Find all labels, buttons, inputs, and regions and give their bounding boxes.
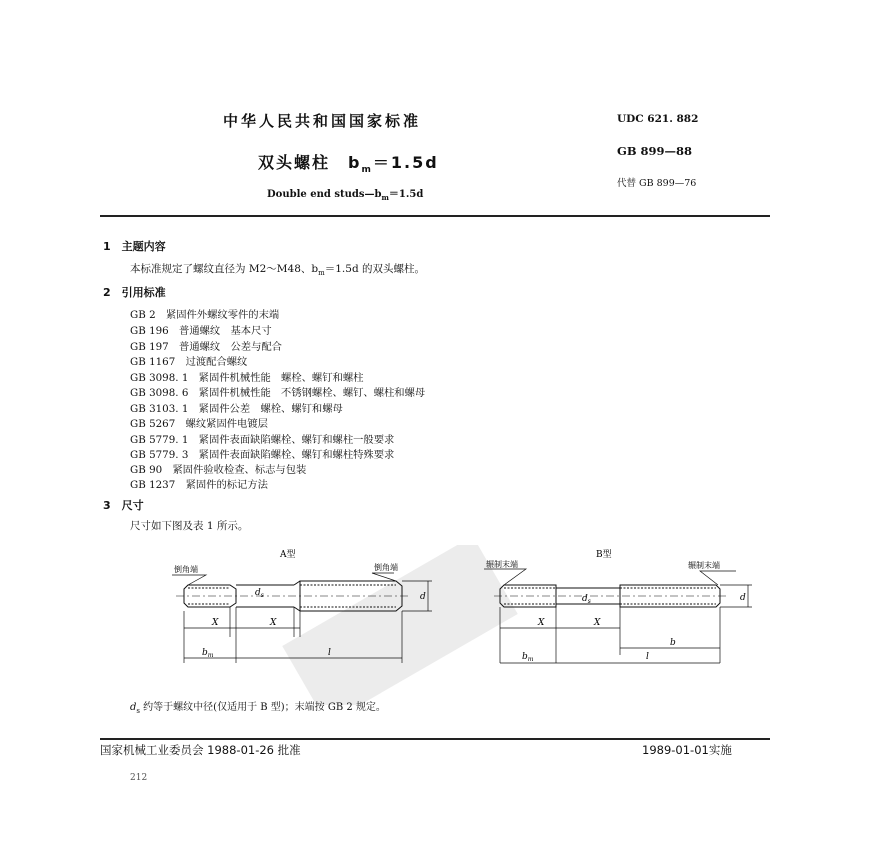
- reference-item: GB 196 普通螺纹 基本尺寸: [130, 325, 272, 337]
- section-1-text-tail: ＝1.5d 的双头螺柱。: [324, 263, 426, 275]
- document-title: [258, 150, 439, 175]
- section-1-heading: [103, 238, 166, 254]
- type-b-rolled-left: 辗制末端: [486, 560, 518, 569]
- reference-item: GB 3098. 6 紧固件机械性能 不锈钢螺栓、螺钉、螺柱和螺母: [130, 387, 426, 399]
- english-title-sub: m: [381, 193, 389, 202]
- type-b-rolled-right: 辗制末端: [688, 561, 720, 570]
- doc-title-sub: m: [361, 165, 373, 176]
- type-a-l: l: [328, 648, 331, 658]
- type-b-label: B型: [596, 550, 612, 560]
- section-1-text-main: 本标准规定了螺纹直径为 M2～M48、b: [130, 263, 319, 275]
- section-1-text-sub: m: [318, 269, 325, 278]
- type-a-ds-main: d: [255, 588, 261, 598]
- reference-item: GB 90 紧固件验收检查、标志与包装: [130, 464, 307, 476]
- type-b-ds: [582, 594, 591, 605]
- reference-item: GB 1167 过渡配合螺纹: [130, 356, 248, 368]
- type-b-bm-main: b: [522, 652, 528, 662]
- standard-title: 中华人民共和国国家标准: [223, 112, 422, 130]
- watermark-stamp: [282, 545, 518, 705]
- type-a-bm: [202, 648, 214, 659]
- type-b-d: d: [740, 593, 746, 603]
- type-a-x2: X: [270, 618, 277, 628]
- type-a-bm-main: b: [202, 648, 208, 658]
- figure-note: [130, 698, 386, 715]
- section-3-text: 尺寸如下图及表 1 所示。: [130, 520, 249, 532]
- type-a-ds-sub: s: [260, 592, 264, 599]
- type-b-ds-main: d: [582, 594, 588, 604]
- replaces-note: 代替 GB 899—76: [617, 178, 697, 189]
- type-b-l: l: [646, 652, 649, 662]
- stud-dimension-figure: [0, 545, 870, 705]
- note-ds: d: [130, 702, 137, 713]
- section-2-number: 2: [103, 286, 111, 299]
- english-title-main: Double end studs—b: [267, 189, 382, 200]
- section-3-title: 尺寸: [121, 499, 144, 512]
- reference-item: GB 5779. 1 紧固件表面缺陷螺栓、螺钉和螺柱一般要求: [130, 434, 395, 446]
- type-b-b: b: [670, 638, 676, 648]
- reference-item: GB 2 紧固件外螺纹零件的末端: [130, 309, 280, 321]
- section-1-number: 1: [103, 240, 111, 253]
- reference-item: GB 197 普通螺纹 公差与配合: [130, 341, 282, 353]
- type-a-chamfer-left: 倒角端: [174, 565, 198, 574]
- type-b-bm: [522, 652, 534, 663]
- doc-title-main: 双头螺柱 b: [258, 153, 362, 172]
- section-2-title: 引用标准: [121, 286, 166, 299]
- note-ds-sub: s: [136, 707, 140, 715]
- type-b-x1: X: [538, 618, 545, 628]
- english-title: [267, 185, 423, 202]
- gb-number: GB 899—88: [617, 144, 693, 158]
- reference-item: GB 1237 紧固件的标记方法: [130, 479, 268, 491]
- english-title-tail: ＝1.5d: [388, 189, 424, 200]
- type-b-x2: X: [594, 618, 601, 628]
- header-rule: [100, 215, 770, 217]
- section-3-number: 3: [103, 499, 111, 512]
- effective-date: 1989-01-01实施: [642, 743, 732, 757]
- type-a-ds: [255, 588, 264, 599]
- type-b-ds-sub: s: [587, 598, 591, 605]
- type-a-x1: X: [212, 618, 219, 628]
- type-a-chamfer-right: 倒角端: [374, 563, 398, 572]
- type-b-stud: [484, 569, 752, 663]
- section-2-heading: [103, 284, 166, 300]
- approval-date: 国家机械工业委员会 1988-01-26 批准: [100, 743, 301, 757]
- type-a-label: A型: [280, 550, 296, 560]
- reference-item: GB 5267 螺纹紧固件电镀层: [130, 418, 268, 430]
- doc-title-tail: ＝1.5d: [372, 153, 439, 172]
- section-1-text: [130, 261, 425, 277]
- note-text: 约等于螺纹中径(仅适用于 B 型)；末端按 GB 2 规定。: [140, 702, 386, 713]
- reference-item: GB 3098. 1 紧固件机械性能 螺栓、螺钉和螺柱: [130, 372, 364, 384]
- page-number: 212: [130, 773, 148, 783]
- type-b-bm-sub: m: [527, 656, 534, 663]
- udc-code: UDC 621. 882: [617, 113, 699, 125]
- section-1-title: 主题内容: [121, 240, 166, 253]
- type-a-bm-sub: m: [207, 652, 214, 659]
- reference-item: GB 5779. 3 紧固件表面缺陷螺栓、螺钉和螺柱特殊要求: [130, 449, 395, 461]
- type-a-d: d: [420, 592, 426, 602]
- section-3-heading: [103, 497, 144, 513]
- footer-rule: [100, 738, 770, 740]
- reference-item: GB 3103. 1 紧固件公差 螺栓、螺钉和螺母: [130, 403, 343, 415]
